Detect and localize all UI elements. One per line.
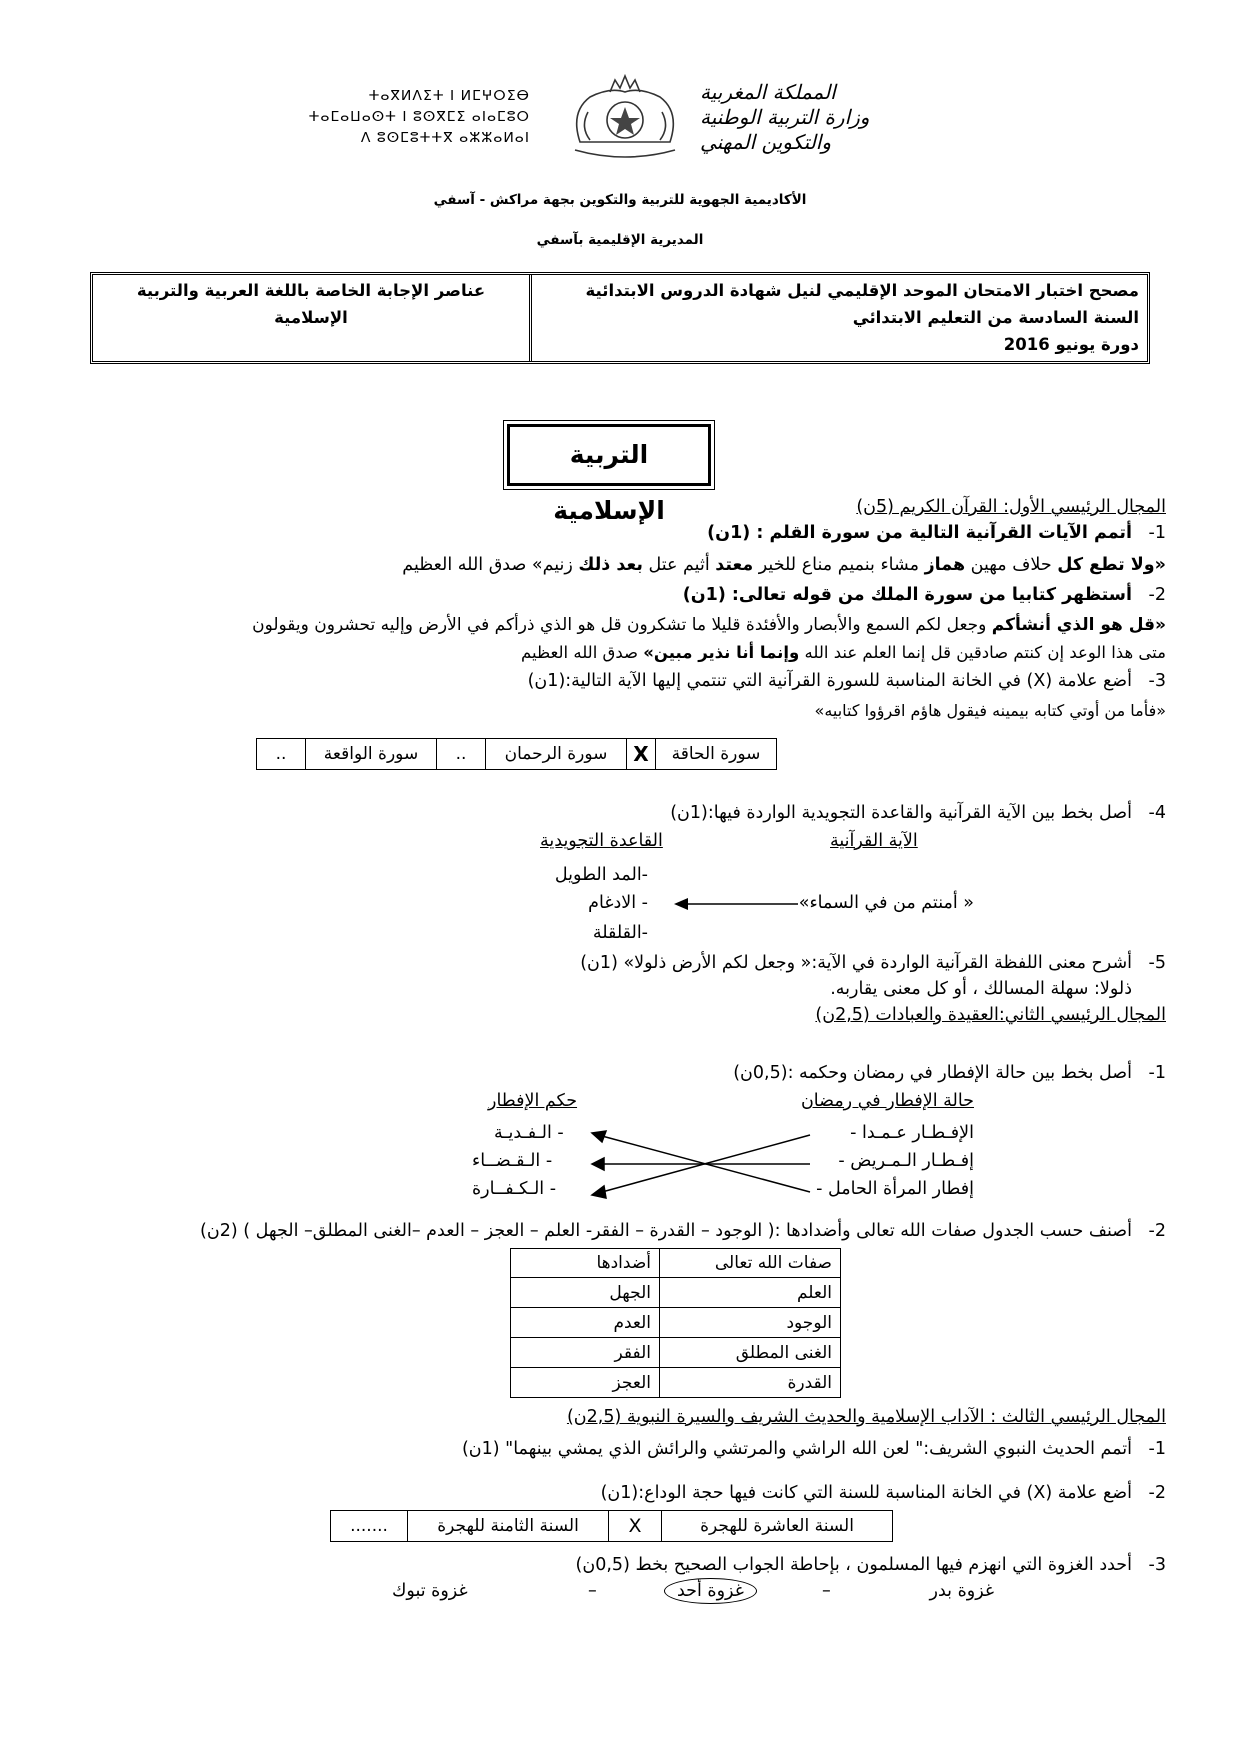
empty-cell: ....... <box>331 1511 408 1542</box>
d2-q1-text: أصل بخط بين حالة الإفطار في رمضان وحكمه :(0,5ن) <box>733 1063 1132 1083</box>
attributes-table <box>510 1248 841 1398</box>
battle-option: غزوة تبوك <box>392 1581 468 1601</box>
d2-q1-num: 1- <box>1148 1063 1166 1083</box>
rule-column-header: القاعدة التجويدية <box>540 831 663 851</box>
d1-q1-text: أتمم الآيات القرآنية التالية من سورة القلم : (1ن) <box>707 523 1132 543</box>
tajweed-verse: « أمنتم من في السماء» <box>798 893 974 913</box>
answer-bold: معتد <box>715 555 754 575</box>
answer-elements-line: الإسلامية <box>274 308 348 327</box>
d3-q2-text: أضع علامة (X) في الخانة المناسبة للسنة التي كانت فيها حجة الوداع:(1ن) <box>600 1483 1132 1503</box>
d1-q1-answer <box>402 552 1166 578</box>
choice-cell: سورة الواقعة <box>306 739 437 770</box>
d3-q3-text: أحدد الغزوة التي انهزم فيها المسلمون ، بإحاطة الجواب الصحيح بخط (0,5ن) <box>575 1555 1132 1575</box>
rule-item: -المد الطويل <box>554 865 648 885</box>
d1-q2-text: أستظهر كتابيا من سورة الملك من قوله تعالى: (1ن) <box>682 585 1132 605</box>
royal-emblem-icon <box>560 72 690 162</box>
check-mark-cell: X <box>627 739 656 770</box>
d3-q2-num: 2- <box>1148 1483 1166 1503</box>
surah-choice-table <box>256 738 777 770</box>
choice-cell: سورة الرحمان <box>486 739 627 770</box>
table-header: أضدادها <box>511 1249 660 1278</box>
d3-q3-num: 3- <box>1148 1555 1166 1575</box>
exam-info-line: السنة السادسة من التعليم الابتدائي <box>852 308 1139 327</box>
answer-text: مشاء بنميم مناع للخير <box>753 555 925 575</box>
check-mark-cell: X <box>609 1511 662 1542</box>
table-cell: القدرة <box>660 1368 841 1398</box>
d1-q2-answer-line2 <box>521 640 1166 666</box>
empty-cell: .. <box>437 739 486 770</box>
ministry-line: وزارة التربية الوطنية <box>700 105 870 129</box>
d1-q4-num: 4- <box>1148 803 1166 823</box>
d1-q5-answer: ذلولا: سهلة المسالك ، أو كل معنى يقاربه. <box>830 979 1132 999</box>
d1-q5-num: 5- <box>1148 953 1166 973</box>
answer-bold: وإنما أنا نذير مبين» <box>643 643 800 662</box>
answer-bold: «قل هو الذي أنشأكم <box>991 615 1166 635</box>
ministry-line: والتكوين المهني <box>700 130 832 154</box>
tifinagh-header <box>300 86 530 149</box>
matching-arrow <box>672 896 802 912</box>
d1-q2-answer-line1 <box>252 612 1166 638</box>
year-choice-table <box>330 1510 893 1542</box>
rule-item: -القلقلة <box>592 923 648 943</box>
tifinagh-line: ⵜⴰⴳⵍⴷⵉⵜ ⵏ ⵍⵎⵖⵔⵉⴱ <box>368 88 530 104</box>
fast-case-header: حالة الإفطار في رمضان <box>800 1091 974 1111</box>
d2-q2-num: 2- <box>1148 1221 1166 1241</box>
answer-bold: «ولا تطع كل <box>1057 555 1166 575</box>
table-cell: الغنى المطلق <box>660 1338 841 1368</box>
subject-title: التربية الإسلامية <box>507 424 711 486</box>
answer-text: حلاف مهين <box>965 555 1058 575</box>
d1-q4-text: أصل بخط بين الآية القرآنية والقاعدة التجويدية الواردة فيها:(1ن) <box>670 803 1132 823</box>
exam-info-cell <box>539 277 1139 358</box>
tifinagh-line: ⴷ ⵓⵙⵎⵓⵜⵜⴳ ⴰⵣⵣⴰⵍⴰⵏ <box>360 130 530 146</box>
answer-text: أثيم عتل <box>642 555 716 575</box>
table-cell: الوجود <box>660 1308 841 1338</box>
answer-bold: هماز <box>924 555 966 575</box>
fast-ruling-header: حكم الإفطار <box>488 1091 578 1111</box>
choice-cell: السنة العاشرة للهجرة <box>662 1511 893 1542</box>
table-cell: العدم <box>511 1308 660 1338</box>
answer-text: وجعل لكم السمع والأبصار والأفئدة قليلا ما تشكرون قل هو الذي ذرأكم في الأرض وإليه تحشرون ويقولون <box>252 615 992 635</box>
table-cell: العجز <box>511 1368 660 1398</box>
option-separator: – <box>588 1581 597 1601</box>
answer-text: زنيم» صدق الله العظيم <box>402 555 579 575</box>
fast-ruling-item: - الـكـفــارة <box>472 1179 557 1199</box>
d3-q1-text: أتمم الحديث النبوي الشريف:" لعن الله الراشي والمرتشي والرائش الذي يمشي بينهما" (1ن) <box>461 1439 1132 1459</box>
table-cell: الفقر <box>511 1338 660 1368</box>
d1-q3-text: أضع علامة (X) في الخانة المناسبة للسورة القرآنية التي تنتمي إليها الآية التالية:(1ن) <box>527 671 1132 691</box>
fast-case-item: إفـطـار الـمـريض - <box>838 1151 974 1171</box>
answer-text: صدق الله العظيم <box>521 643 644 662</box>
answer-elements-cell <box>101 277 521 331</box>
domain1-title: المجال الرئيسي الأول: القرآن الكريم (5ن) <box>856 497 1166 517</box>
fast-ruling-item: - الـقـضــاء <box>472 1151 553 1171</box>
matching-lines <box>588 1124 828 1204</box>
d1-q1-num: 1- <box>1148 523 1166 543</box>
d1-q2-num: 2- <box>1148 585 1166 605</box>
ministry-line: المملكة المغربية <box>700 80 836 104</box>
d1-q3-verse: «فأما من أوتي كتابه بيمينه فيقول هاؤم اقرؤوا كتابيه» <box>814 701 1166 720</box>
domain3-title: المجال الرئيسي الثالث : الآداب الإسلامية والحديث الشريف والسيرة النبوية (2,5ن) <box>566 1407 1166 1427</box>
answer-bold: بعد ذلك <box>578 555 643 575</box>
empty-cell: .. <box>257 739 306 770</box>
answer-text: متى هذا الوعد إن كنتم صادقين قل إنما العلم عند الله <box>799 643 1166 662</box>
fast-ruling-item: - الـفـديـة <box>494 1123 564 1143</box>
choice-cell: سورة الحاقة <box>656 739 777 770</box>
subject-title-box <box>503 420 715 525</box>
d1-q5-text: أشرح معنى اللفظة القرآنية الواردة في الآية:« وجعل لكم الأرض ذلولا» (1ن) <box>580 953 1132 973</box>
choice-cell: السنة الثامنة للهجرة <box>408 1511 609 1542</box>
rule-item: - الادغام <box>588 893 648 913</box>
exam-info-line: مصحح اختبار الامتحان الموحد الإقليمي لنيل شهادة الدروس الابتدائية <box>585 281 1139 300</box>
academy-title: الأكاديمية الجهوية للتربية والتكوين بجهة مراكش - آسفي <box>433 192 807 208</box>
fast-case-item: الإفـطـار عـمـدا - <box>850 1123 974 1143</box>
ministry-arabic-header <box>700 80 900 155</box>
answer-elements-line: عناصر الإجابة الخاصة باللغة العربية والتربية <box>136 281 486 300</box>
verse-column-header: الآية القرآنية <box>830 831 918 851</box>
domain2-title: المجال الرئيسي الثاني:العقيدة والعبادات (2,5ن) <box>815 1005 1166 1025</box>
table-cell: العلم <box>660 1278 841 1308</box>
tifinagh-line: ⵜⴰⵎⴰⵡⴰⵙⵜ ⵏ ⵓⵙⴳⵎⵉ ⴰⵏⴰⵎⵓⵔ <box>308 109 530 125</box>
d1-q3-num: 3- <box>1148 671 1166 691</box>
exam-info-line: دورة يونيو 2016 <box>1003 335 1139 354</box>
d2-q2-text: أصنف حسب الجدول صفات الله تعالى وأضدادها :( الوجود – القدرة – الفقر- العلم – العجز – العدم –الغنى المطلق– الجهل ) (2ن) <box>200 1221 1132 1241</box>
battle-option-circled: غزوة أحد <box>664 1578 757 1604</box>
directorate-title: المديرية الإقليمية بآسفي <box>536 232 704 248</box>
battle-option: غزوة بدر <box>929 1581 994 1601</box>
d3-q1-num: 1- <box>1148 1439 1166 1459</box>
info-table <box>90 272 1150 364</box>
table-header: صفات الله تعالى <box>660 1249 841 1278</box>
option-separator: – <box>822 1581 831 1601</box>
fast-case-item: إفطار المرأة الحامل - <box>816 1179 974 1199</box>
table-cell: الجهل <box>511 1278 660 1308</box>
